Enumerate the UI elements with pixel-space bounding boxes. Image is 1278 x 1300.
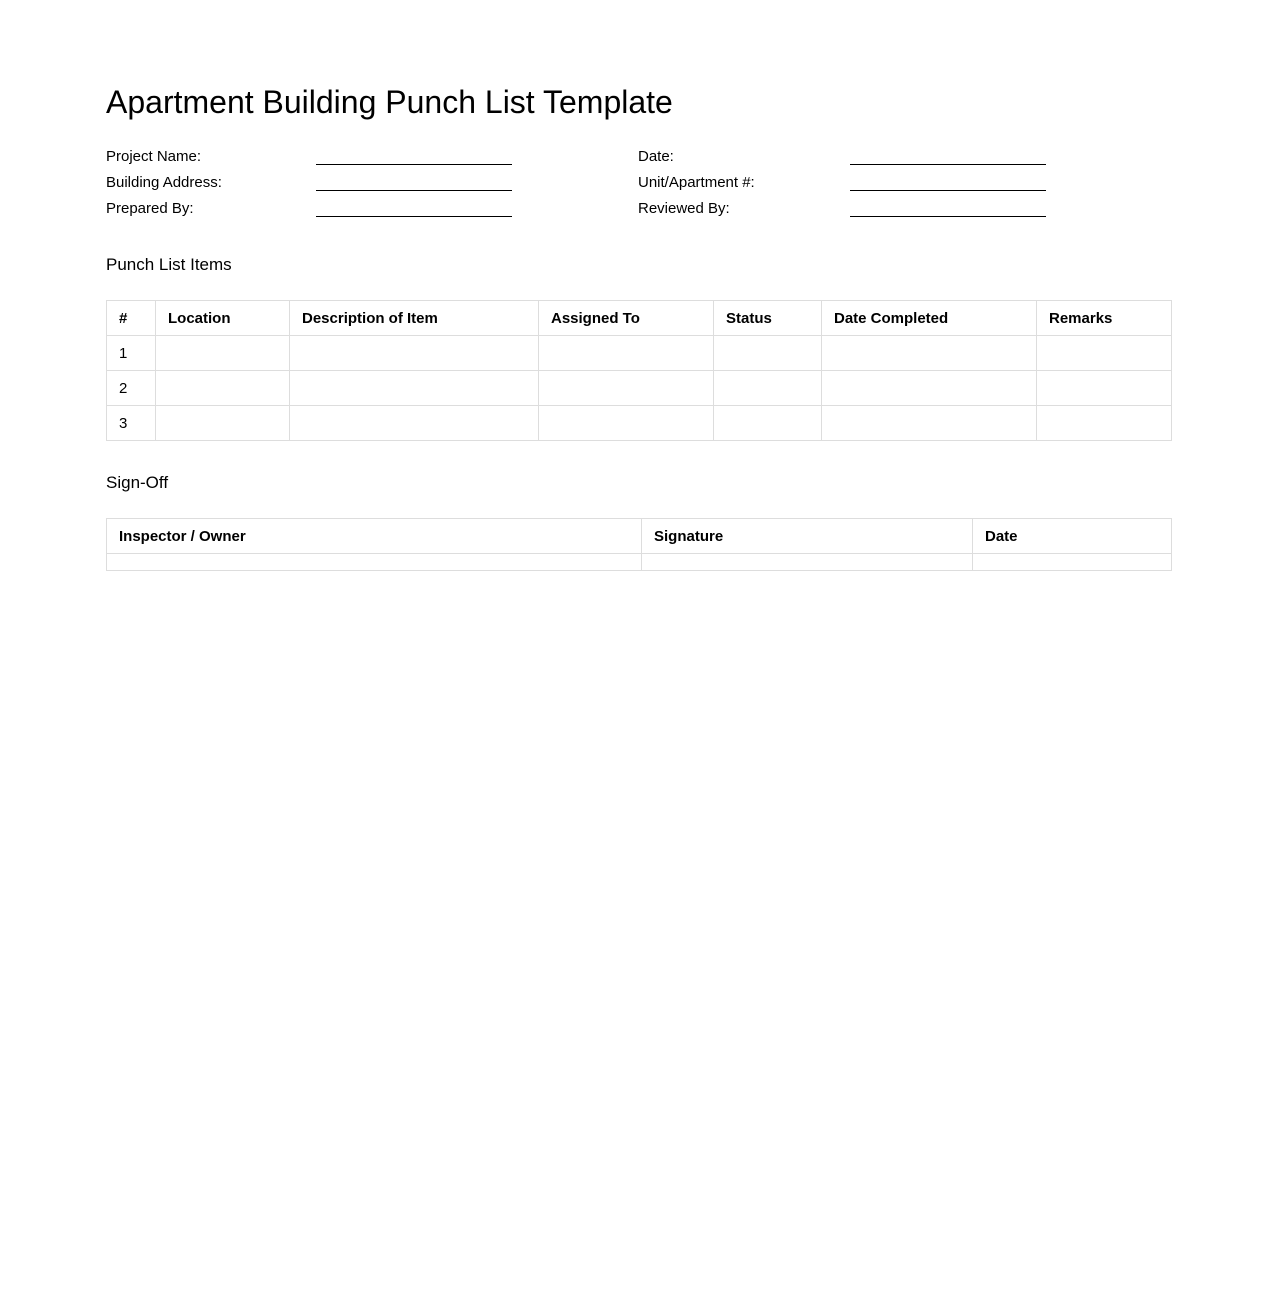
cell[interactable] [290, 406, 539, 441]
col-location: Location [156, 301, 290, 336]
cell[interactable] [822, 371, 1037, 406]
col-remarks: Remarks [1037, 301, 1172, 336]
col-date: Date [973, 519, 1172, 554]
building-address-label: Building Address: [106, 174, 222, 191]
col-number: # [107, 301, 156, 336]
cell[interactable] [642, 554, 973, 571]
cell[interactable] [290, 336, 539, 371]
date-label: Date: [638, 148, 674, 165]
punch-list-table [106, 300, 1172, 441]
cell[interactable] [107, 554, 642, 571]
table-header-row [107, 519, 1172, 554]
col-assigned-to: Assigned To [539, 301, 714, 336]
cell[interactable] [156, 336, 290, 371]
col-status: Status [714, 301, 822, 336]
cell[interactable] [290, 371, 539, 406]
cell[interactable] [714, 336, 822, 371]
row-number: 2 [107, 371, 156, 406]
table-row [107, 406, 1172, 441]
prepared-by-label: Prepared By: [106, 200, 194, 217]
table-header-row [107, 301, 1172, 336]
cell[interactable] [1037, 371, 1172, 406]
cell[interactable] [1037, 406, 1172, 441]
table-row [107, 371, 1172, 406]
table-row [107, 336, 1172, 371]
unit-label: Unit/Apartment #: [638, 174, 755, 191]
col-signature: Signature [642, 519, 973, 554]
reviewed-by-label: Reviewed By: [638, 200, 730, 217]
project-name-label: Project Name: [106, 148, 202, 165]
col-description: Description of Item [290, 301, 539, 336]
cell[interactable] [539, 336, 714, 371]
cell[interactable] [822, 336, 1037, 371]
page-title: Apartment Building Punch List Template [106, 84, 673, 120]
date-field[interactable] [850, 164, 1046, 165]
sign-off-heading: Sign-Off [106, 473, 169, 492]
table-row [107, 554, 1172, 571]
row-number: 1 [107, 336, 156, 371]
cell[interactable] [714, 406, 822, 441]
row-number: 3 [107, 406, 156, 441]
col-date-completed: Date Completed [822, 301, 1037, 336]
building-address-field[interactable] [316, 190, 512, 191]
cell[interactable] [539, 406, 714, 441]
reviewed-by-field[interactable] [850, 216, 1046, 217]
col-inspector-owner: Inspector / Owner [107, 519, 642, 554]
prepared-by-field[interactable] [316, 216, 512, 217]
punch-list-heading: Punch List Items [106, 255, 232, 274]
cell[interactable] [714, 371, 822, 406]
cell[interactable] [156, 406, 290, 441]
cell[interactable] [973, 554, 1172, 571]
cell[interactable] [822, 406, 1037, 441]
cell[interactable] [156, 371, 290, 406]
cell[interactable] [1037, 336, 1172, 371]
project-name-field[interactable] [316, 164, 512, 165]
cell[interactable] [539, 371, 714, 406]
sign-off-table [106, 518, 1172, 571]
unit-field[interactable] [850, 190, 1046, 191]
